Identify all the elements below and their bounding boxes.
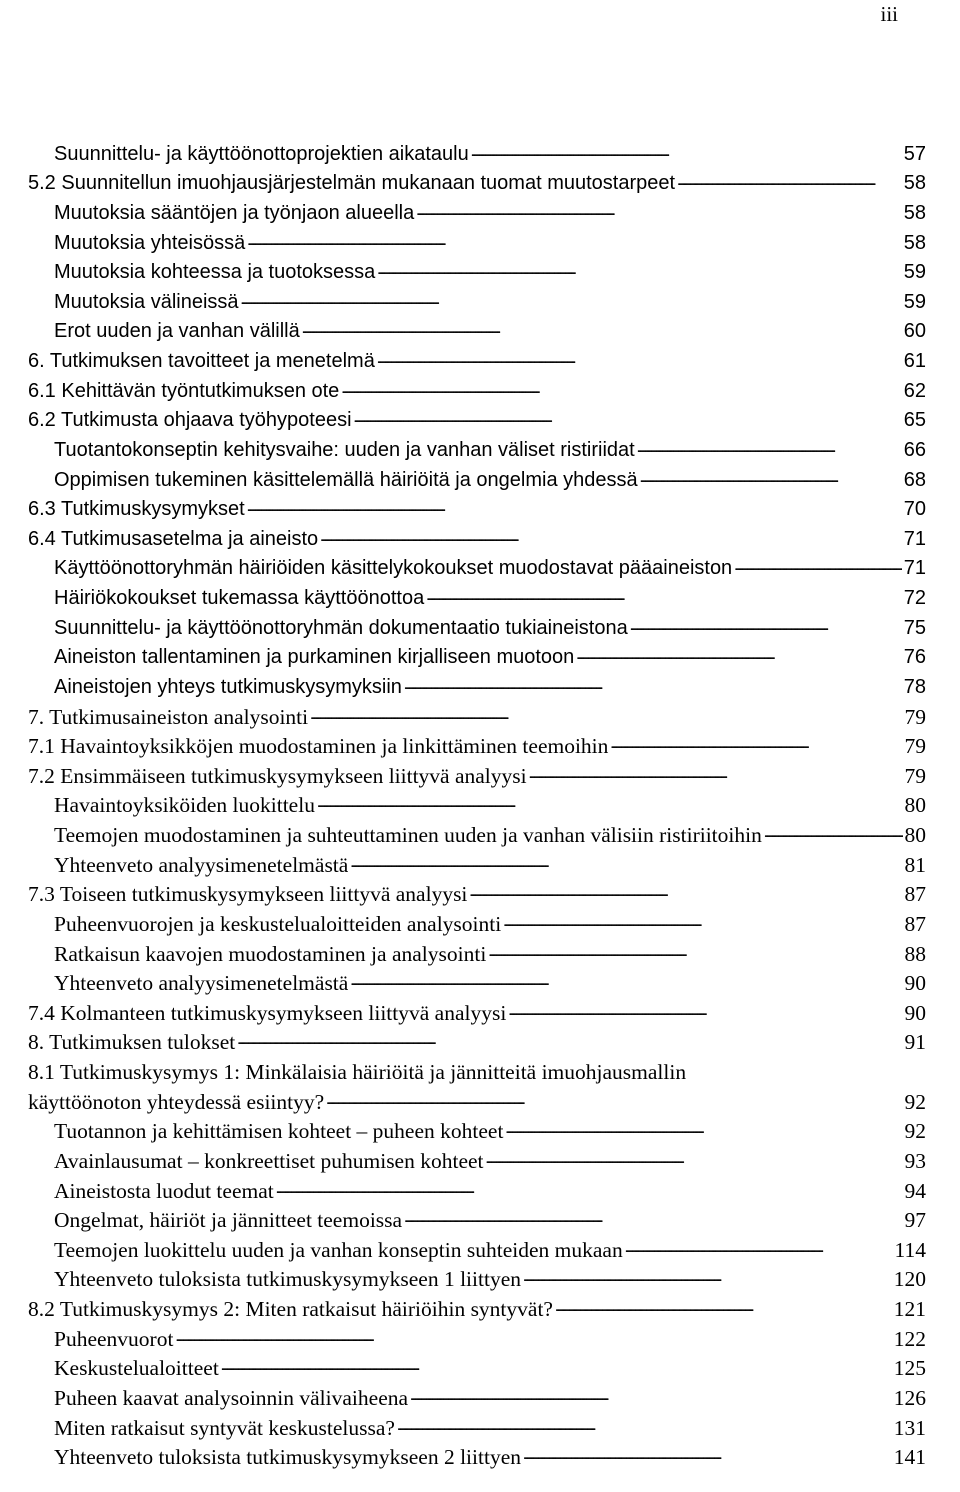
toc-entry-title: 7. Tutkimusaineiston analysointi xyxy=(28,704,309,729)
dot-leader xyxy=(469,883,902,905)
toc-entry-page: 92 xyxy=(904,1089,926,1114)
toc-entry[interactable] xyxy=(0,463,960,493)
toc-entry-page: 122 xyxy=(893,1326,926,1351)
toc-entry-title: Aineistojen yhteys tutkimuskysymyksiin xyxy=(54,675,402,698)
toc-entry-page: 91 xyxy=(904,1030,926,1055)
dot-leader xyxy=(354,409,902,431)
toc-entry-page: 121 xyxy=(893,1297,926,1321)
toc-entry[interactable] xyxy=(0,552,960,582)
toc-entry[interactable] xyxy=(0,907,960,937)
toc-entry-page: 80 xyxy=(904,823,926,847)
dot-leader xyxy=(241,291,902,313)
toc-entry-page: 59 xyxy=(903,261,926,284)
toc-entry[interactable] xyxy=(0,1233,960,1263)
toc-entry-title: 7.3 Toiseen tutkimuskysymykseen liittyvä analyysi xyxy=(28,882,468,907)
toc-entry-page: 72 xyxy=(903,587,926,609)
toc-entry-page: 75 xyxy=(903,616,926,639)
toc-entry-title: Häiriökokoukset tukemassa käyttöönottoa xyxy=(54,587,425,609)
toc-entry-page: 87 xyxy=(904,911,926,936)
dot-leader xyxy=(426,587,902,609)
toc-entry[interactable] xyxy=(0,493,960,523)
dot-leader xyxy=(610,735,902,757)
toc-entry-title: Teemojen luokittelu uuden ja vanhan konseptin suhteiden mukaan xyxy=(54,1237,623,1262)
toc-entry-page: 90 xyxy=(904,971,926,996)
toc-entry-title: Muutoksia kohteessa ja tuotoksessa xyxy=(54,261,376,284)
toc-entry-title: Yhteenveto tuloksista tutkimuskysymykseen 1 liittyen xyxy=(54,1267,521,1292)
toc-entry-title: Puheenvuorojen ja keskustelualoitteiden analysointi xyxy=(54,911,502,936)
toc-entry-title: 7.4 Kolmanteen tutkimuskysymykseen liittyvä analyysi xyxy=(28,1000,507,1025)
dot-leader xyxy=(625,1239,893,1261)
toc-entry[interactable] xyxy=(0,1322,960,1352)
toc-entry-title: 6.4 Tutkimusasetelma ja aineisto xyxy=(28,527,319,550)
toc-entry[interactable] xyxy=(0,1026,960,1056)
dot-leader xyxy=(377,350,902,372)
dot-leader xyxy=(410,1387,892,1409)
toc-entry-page: 87 xyxy=(904,882,926,907)
toc-entry-title: Havaintoyksiköiden luokittelu xyxy=(54,793,315,818)
toc-entry-title: Muutoksia sääntöjen ja työnjaon alueella xyxy=(54,201,415,224)
toc-entry[interactable] xyxy=(0,1381,960,1411)
toc-entry-title: Muutoksia yhteisössä xyxy=(54,231,246,254)
toc-entry-page: 76 xyxy=(903,646,926,669)
toc-entry-title: 8.2 Tutkimuskysymys 2: Miten ratkaisut häiriöihin syntyvät? xyxy=(28,1297,553,1321)
toc-entry[interactable] xyxy=(0,818,960,848)
dot-leader xyxy=(637,439,902,461)
toc-entry-page: 59 xyxy=(903,290,926,313)
toc-entry-title: Suunnittelu- ja käyttöönottoprojektien aikataulu xyxy=(54,142,469,165)
toc-entry-title: Puheen kaavat analysoinnin välivaiheena xyxy=(54,1385,409,1410)
dot-leader xyxy=(175,1328,891,1350)
toc-entry[interactable] xyxy=(0,1292,960,1322)
dot-leader xyxy=(677,172,902,194)
dot-leader xyxy=(221,1357,892,1379)
toc-entry-page: 65 xyxy=(903,409,926,432)
dot-leader xyxy=(310,706,902,728)
dot-leader xyxy=(764,824,903,846)
dot-leader xyxy=(505,1120,902,1142)
dot-leader xyxy=(326,1091,902,1113)
toc-entry[interactable] xyxy=(0,285,960,315)
toc-entry[interactable] xyxy=(0,433,960,463)
toc-entry-title: Käyttöönottoryhmän häiriöiden käsittelykokoukset muodostavat pääaineiston xyxy=(54,557,733,580)
toc-entry-title: Ongelmat, häiriöt ja jännitteet teemoissa xyxy=(54,1208,403,1233)
toc-entry-title: 6.2 Tutkimusta ohjaava työhypoteesi xyxy=(28,409,352,432)
toc-entry-title: 6.1 Kehittävän työntutkimuksen ote xyxy=(28,379,340,402)
dot-leader xyxy=(640,469,902,491)
toc-entry-page: 58 xyxy=(903,172,926,195)
toc-entry[interactable] xyxy=(0,789,960,819)
dot-leader xyxy=(247,232,902,254)
toc-entry[interactable] xyxy=(0,137,960,167)
page-number: iii xyxy=(880,2,898,26)
toc-entry-page: 79 xyxy=(904,704,926,729)
toc-entry[interactable] xyxy=(0,196,960,226)
toc-entry[interactable] xyxy=(0,1055,960,1085)
dot-leader xyxy=(555,1298,892,1320)
toc-entry-title: Avainlausumat – konkreettiset puhumisen kohteet xyxy=(54,1148,484,1173)
toc-entry-title: Oppimisen tukeminen käsittelemällä häiriöitä ja ongelmia yhdessä xyxy=(54,468,638,491)
toc-entry[interactable] xyxy=(0,1115,960,1145)
toc-entry-page: 70 xyxy=(903,498,926,521)
toc-entry-title: Yhteenveto analyysimenetelmästä xyxy=(54,971,349,996)
dot-leader xyxy=(488,943,902,965)
toc-entry[interactable] xyxy=(0,1352,960,1382)
dot-leader xyxy=(276,1180,903,1202)
toc-entry[interactable] xyxy=(0,1204,960,1234)
toc-entry[interactable] xyxy=(0,611,960,641)
dot-leader xyxy=(404,1209,902,1231)
toc-entry-title: Muutoksia välineissä xyxy=(54,290,239,313)
toc-entry[interactable] xyxy=(0,374,960,404)
toc-entry-page: 79 xyxy=(904,734,926,759)
toc-entry-title: Ratkaisun kaavojen muodostaminen ja analysointi xyxy=(54,941,487,966)
toc-entry[interactable] xyxy=(0,226,960,256)
toc-entry[interactable] xyxy=(0,700,960,730)
toc-entry[interactable] xyxy=(0,670,960,700)
toc-entry[interactable] xyxy=(0,1263,960,1293)
toc-entry-page: 57 xyxy=(903,142,926,165)
toc-entry-page: 71 xyxy=(903,557,926,580)
dot-leader xyxy=(341,380,901,402)
toc-entry-title: Aineiston tallentaminen ja purkaminen kirjalliseen muotoon xyxy=(54,646,575,669)
toc-entry-title: Tuotannon ja kehittämisen kohteet – puheen kohteet xyxy=(54,1119,504,1144)
toc-entry-page: 58 xyxy=(903,201,926,224)
toc-entry[interactable] xyxy=(0,759,960,789)
dot-leader xyxy=(350,854,902,876)
dot-leader xyxy=(523,1268,892,1290)
toc-entry-page: 61 xyxy=(903,350,926,372)
toc-entry-page: 88 xyxy=(904,941,926,966)
toc-entry-title: Aineistosta luodut teemat xyxy=(54,1178,274,1203)
toc-entry-page: 81 xyxy=(904,852,926,877)
toc-entry-page: 90 xyxy=(904,1000,926,1025)
toc-entry-title: 8.1 Tutkimuskysymys 1: Minkälaisia häiriöitä ja jännitteitä imuohjausmallin xyxy=(28,1060,687,1084)
dot-leader xyxy=(377,261,901,283)
toc-entry-title: Suunnittelu- ja käyttöönottoryhmän dokumentaatio tukiaineistona xyxy=(54,616,628,639)
toc-entry-title: Erot uuden ja vanhan välillä xyxy=(54,320,300,343)
toc-entry-title: 7.2 Ensimmäiseen tutkimuskysymykseen liittyvä analyysi xyxy=(28,763,527,788)
toc-entry[interactable] xyxy=(0,315,960,345)
toc-entry[interactable] xyxy=(0,1174,960,1204)
dot-leader xyxy=(237,1031,902,1053)
toc-entry[interactable] xyxy=(0,1441,960,1471)
dot-leader xyxy=(397,1417,892,1439)
toc-entry[interactable] xyxy=(0,937,960,967)
toc-entry-title: Yhteenveto tuloksista tutkimuskysymykseen 2 liittyen xyxy=(54,1445,521,1470)
toc-entry-page: 93 xyxy=(904,1148,926,1173)
dot-leader xyxy=(630,617,902,639)
toc-entry-title: 8. Tutkimuksen tulokset xyxy=(28,1030,236,1055)
toc-entry-page: 79 xyxy=(904,763,926,788)
toc-entry[interactable] xyxy=(0,1411,960,1441)
dot-leader xyxy=(503,913,902,935)
toc-entry-page: 94 xyxy=(904,1178,926,1203)
dot-leader xyxy=(471,143,902,165)
toc-entry-page: 71 xyxy=(903,527,926,550)
toc-entry-page: 60 xyxy=(903,320,926,343)
dot-leader xyxy=(247,498,902,520)
toc-entry-page: 120 xyxy=(893,1267,926,1292)
toc-entry-title: 6.3 Tutkimuskysymykset xyxy=(28,498,245,521)
toc-entry[interactable] xyxy=(0,344,960,374)
toc-entry-title: 5.2 Suunnitellun imuohjausjärjestelmän mukanaan tuomat muutostarpeet xyxy=(28,172,676,195)
toc-entry-title: Yhteenveto analyysimenetelmästä xyxy=(54,852,349,877)
toc-entry-page: 80 xyxy=(904,793,926,818)
toc-entry[interactable] xyxy=(0,404,960,434)
toc-entry[interactable] xyxy=(0,1144,960,1174)
toc-entry[interactable] xyxy=(0,167,960,197)
toc-entry-title: käyttöönoton yhteydessä esiintyy? xyxy=(28,1089,325,1114)
toc-entry-title: Keskustelualoitteet xyxy=(54,1356,219,1381)
toc-entry-page: 62 xyxy=(903,379,926,402)
dot-leader xyxy=(302,320,902,342)
toc-entry-page: 66 xyxy=(903,438,926,461)
toc-entry[interactable] xyxy=(0,967,960,997)
toc-entry-page: 125 xyxy=(893,1356,926,1381)
dot-leader xyxy=(317,794,903,816)
toc-entry[interactable] xyxy=(0,878,960,908)
dot-leader xyxy=(508,1002,902,1024)
toc-entry-page: 97 xyxy=(904,1208,926,1233)
toc-entry-title: Teemojen muodostaminen ja suhteuttaminen uuden ja vanhan välisiin ristiriitoihin xyxy=(54,823,762,847)
dot-leader xyxy=(404,676,902,698)
toc-entry[interactable] xyxy=(0,256,960,286)
dot-leader xyxy=(320,528,902,550)
toc-entry-page: 141 xyxy=(893,1445,926,1470)
dot-leader xyxy=(734,557,902,579)
dot-leader xyxy=(416,202,902,224)
toc-entry[interactable] xyxy=(0,848,960,878)
toc-entry[interactable] xyxy=(0,522,960,552)
toc-entry[interactable] xyxy=(0,581,960,611)
dot-leader xyxy=(350,972,902,994)
toc-entry-page: 92 xyxy=(904,1119,926,1144)
dot-leader xyxy=(523,1446,892,1468)
toc-entry-page: 126 xyxy=(893,1385,926,1410)
table-of-contents xyxy=(0,137,960,1470)
toc-entry-title: Puheenvuorot xyxy=(54,1326,174,1351)
toc-entry-page: 78 xyxy=(903,675,926,698)
toc-entry-title: Miten ratkaisut syntyvät keskustelussa? xyxy=(54,1415,395,1440)
dot-leader xyxy=(576,646,901,668)
dot-leader xyxy=(486,1150,903,1172)
toc-entry-title: 7.1 Havaintoyksikköjen muodostaminen ja linkittäminen teemoihin xyxy=(28,734,609,759)
toc-entry-page: 114 xyxy=(894,1237,926,1262)
toc-entry-title: 6. Tutkimuksen tavoitteet ja menetelmä xyxy=(28,350,375,372)
toc-entry[interactable] xyxy=(0,641,960,671)
toc-entry-page: 68 xyxy=(903,468,926,491)
dot-leader xyxy=(529,765,903,787)
toc-entry[interactable] xyxy=(0,1085,960,1115)
toc-entry-page: 131 xyxy=(893,1415,926,1440)
toc-entry-page: 58 xyxy=(903,231,926,254)
toc-entry[interactable] xyxy=(0,730,960,760)
toc-entry[interactable] xyxy=(0,996,960,1026)
toc-entry-title: Tuotantokonseptin kehitysvaihe: uuden ja vanhan väliset ristiriidat xyxy=(54,438,635,461)
